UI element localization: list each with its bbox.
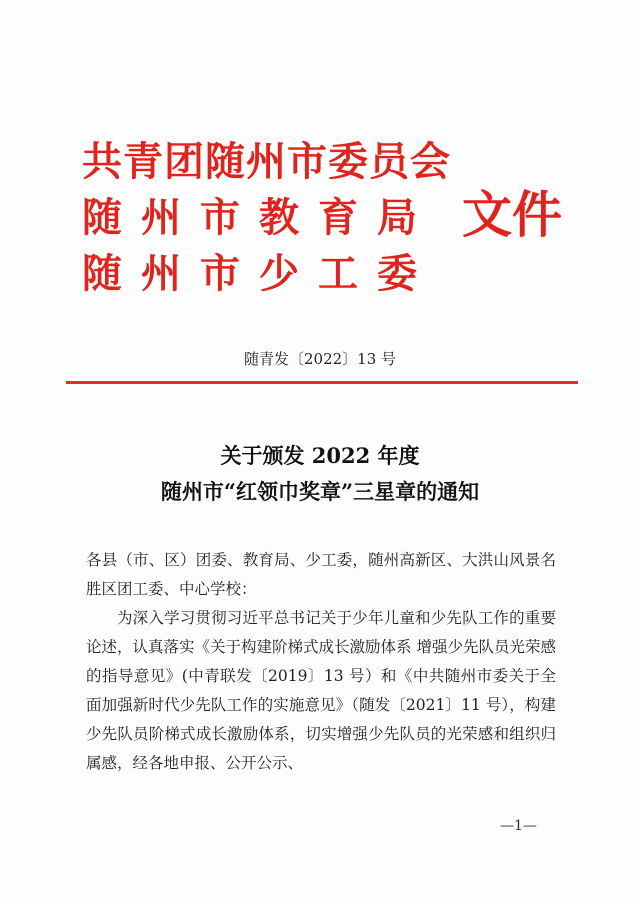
recipients: 各县（市、区）团委、教育局、少工委，随州高新区、大洪山风景名胜区团工委、中心学校：	[86, 551, 556, 598]
document-body	[86, 546, 556, 778]
title-line-2: 随州市“红领巾奖章”三星章的通知	[160, 479, 480, 504]
page-number: —1—	[500, 818, 537, 834]
issuer-line-2: 随州市教育局	[82, 195, 436, 241]
doc-type-label: 文件	[462, 186, 562, 244]
red-divider	[66, 381, 578, 384]
issuer-line-1: 共青团随州市委员会	[82, 139, 451, 185]
body-paragraph: 为深入学习贯彻习近平总书记关于少年儿童和少先队工作的重要论述，认真落实《关于构建阶梯式成长激励体系 增强少先队员光荣感的指导意见》(中青联发〔2019〕13 号）和《中共随州市委关于全面加强新时代少先队工作的实施意见》（随发〔2021〕11 号），构建少先队员阶梯式成长激励体系，切实增强少先队员的光荣感和组织归属感，经各地申报、公开公示、	[86, 609, 556, 772]
document-number: 随青发〔2022〕13 号	[243, 350, 397, 368]
red-header	[82, 138, 562, 308]
issuer-line-3: 随州市少工委	[82, 251, 436, 297]
title-line-1: 关于颁发 2022 年度	[220, 443, 420, 468]
